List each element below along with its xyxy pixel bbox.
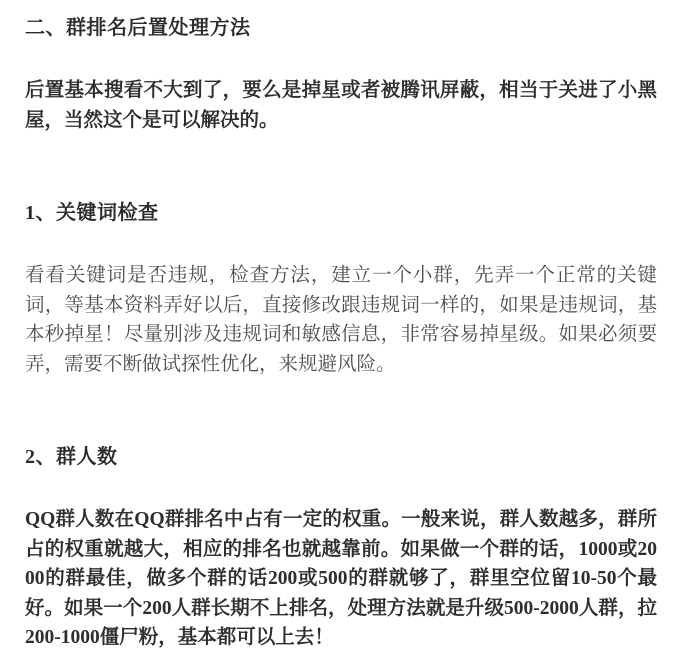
section-1-body: 看看关键词是否违规，检查方法，建立一个小群，先弄一个正常的关键词，等基本资料弄好以后，直接修改跟违规词一样的，如果是违规词，基本秒掉星！尽量别涉及违规词和敏感信息，非常容易掉星级。如果必须要弄，需要不断做试探性优化，来规避风险。 xyxy=(25,265,657,375)
section-2-body: QQ群人数在QQ群排名中占有一定的权重。一般来说，群人数越多，群所占的权重就越大，相应的排名也就越靠前。如果做一个群的话，1000或2000的群最佳，做多个群的话200或500的群就够了，群里空位留10-50个最好。如果一个200人群长期不上排名，处理方法就是升级500-2000人群，拉200-1000僵尸粉，基本都可以上去！ xyxy=(25,509,657,648)
article-title: 二、群排名后置处理方法 xyxy=(25,17,251,39)
section-1-heading: 1、关键词检查 xyxy=(25,202,159,224)
intro-paragraph: 后置基本搜看不大到了，要么是掉星或者被腾讯屏蔽，相当于关进了小黑屋，当然这个是可以解决的。 xyxy=(25,80,657,131)
section-2-heading: 2、群人数 xyxy=(25,446,118,468)
